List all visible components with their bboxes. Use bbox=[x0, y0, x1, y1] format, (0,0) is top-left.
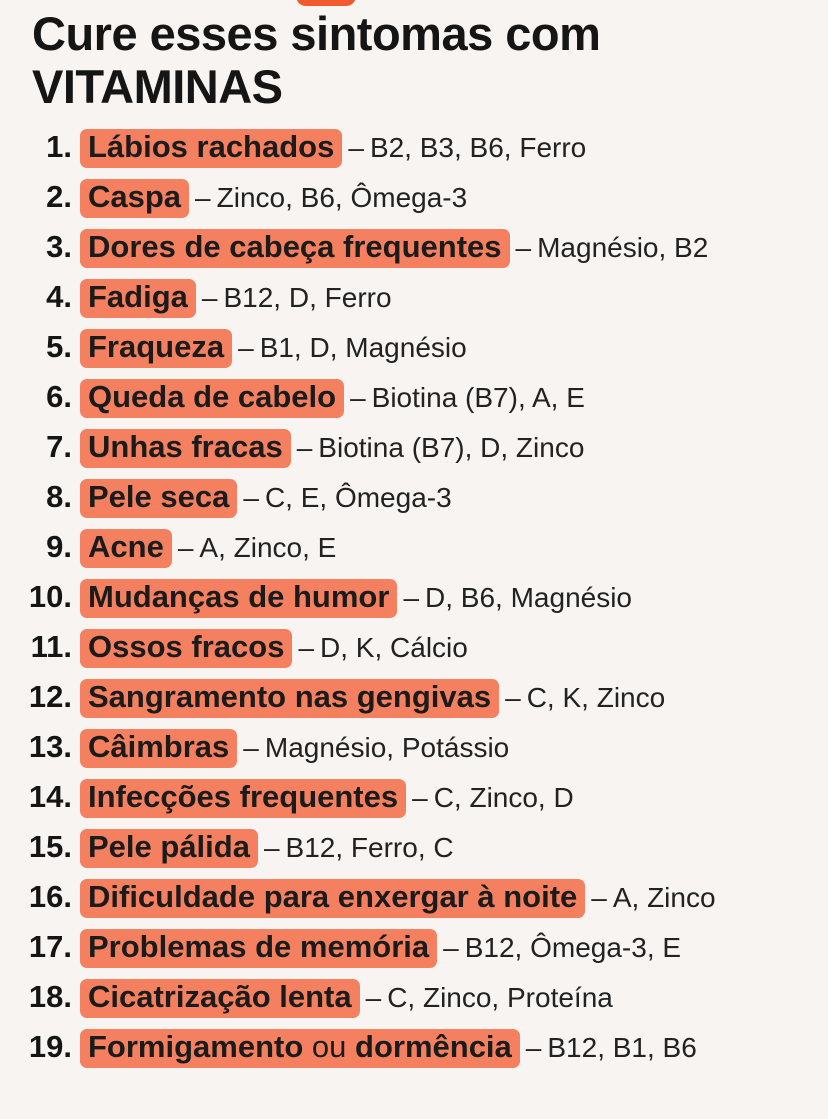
vitamin-list: B2, B3, B6, Ferro bbox=[369, 132, 587, 164]
separator-dash: – bbox=[443, 932, 459, 964]
list-item bbox=[20, 379, 814, 429]
list-item bbox=[20, 679, 814, 729]
symptom-highlight: Problemas de memória bbox=[80, 929, 437, 968]
separator-dash: – bbox=[525, 1032, 542, 1064]
list-item-number: 6. bbox=[46, 379, 72, 415]
separator-dash: – bbox=[243, 732, 259, 764]
list-item-number: 8. bbox=[46, 479, 72, 515]
list-item-number: 1. bbox=[46, 129, 72, 165]
vitamin-list: A, Zinco, E bbox=[199, 532, 337, 564]
separator-dash: – bbox=[591, 882, 607, 914]
vitamin-list: Magnésio, B2 bbox=[537, 232, 709, 264]
vitamin-list: C, K, Zinco bbox=[526, 682, 666, 714]
symptom-highlight: Fadiga bbox=[80, 279, 196, 318]
list-item bbox=[20, 1029, 814, 1079]
list-item bbox=[20, 729, 814, 779]
title-line-2: VITAMINAS bbox=[32, 59, 283, 113]
list-item bbox=[20, 929, 814, 979]
list-item-number: 14. bbox=[28, 779, 72, 815]
list-item bbox=[20, 229, 814, 279]
separator-dash: – bbox=[403, 582, 420, 614]
vitamin-list: D, K, Cálcio bbox=[320, 632, 468, 664]
symptom-highlight: Caspa bbox=[80, 179, 189, 218]
symptom-highlight: Infecções frequentes bbox=[80, 779, 406, 818]
top-notch-decoration bbox=[296, 0, 356, 6]
list-item-number: 10. bbox=[28, 579, 72, 615]
list-item bbox=[20, 829, 814, 879]
separator-dash: – bbox=[238, 332, 254, 364]
symptom-highlight: Queda de cabelo bbox=[80, 379, 344, 418]
symptom-highlight: Lábios rachados bbox=[80, 129, 342, 168]
separator-dash: – bbox=[348, 132, 364, 164]
list-item bbox=[20, 979, 814, 1029]
list-item bbox=[20, 879, 814, 929]
list-item-number: 15. bbox=[28, 829, 72, 865]
separator-dash: – bbox=[412, 782, 428, 814]
vitamin-list: C, Zinco, D bbox=[433, 782, 574, 814]
vitamin-list: C, E, Ômega-3 bbox=[264, 482, 452, 514]
list-item-number: 7. bbox=[46, 429, 72, 465]
list-item bbox=[20, 279, 814, 329]
separator-dash: – bbox=[296, 432, 313, 464]
symptom-highlight: Pele pálida bbox=[80, 829, 258, 868]
list-item-number: 17. bbox=[28, 929, 72, 965]
list-item bbox=[20, 429, 814, 479]
page-title bbox=[14, 0, 814, 113]
list-item-number: 4. bbox=[46, 279, 72, 315]
list-item bbox=[20, 529, 814, 579]
separator-dash: – bbox=[201, 282, 218, 314]
symptom-highlight: Mudanças de humor bbox=[80, 579, 397, 618]
symptom-highlight: Dores de cabeça frequentes bbox=[80, 229, 510, 268]
list-item bbox=[20, 179, 814, 229]
vitamin-list: B1, D, Magnésio bbox=[259, 332, 467, 364]
list-item bbox=[20, 779, 814, 829]
symptom-highlight: Fraqueza bbox=[80, 329, 232, 368]
list-item-number: 5. bbox=[46, 329, 72, 365]
separator-dash: – bbox=[298, 632, 315, 664]
symptom-highlight: Dificuldade para enxergar à noite bbox=[80, 879, 585, 918]
vitamin-list: B12, Ferro, C bbox=[285, 832, 454, 864]
separator-dash: – bbox=[243, 482, 259, 514]
symptom-highlight: Câimbras bbox=[80, 729, 237, 768]
vitamin-list: A, Zinco bbox=[612, 882, 716, 914]
list-item bbox=[20, 329, 814, 379]
vitamin-list: D, B6, Magnésio bbox=[425, 582, 633, 614]
list-item-number: 9. bbox=[46, 529, 72, 565]
list-item-number: 18. bbox=[28, 979, 72, 1015]
list-item-number: 19. bbox=[28, 1029, 72, 1065]
list-item-number: 12. bbox=[28, 679, 72, 715]
separator-dash: – bbox=[350, 382, 366, 414]
separator-dash: – bbox=[365, 982, 382, 1014]
vitamin-list: Biotina (B7), A, E bbox=[371, 382, 585, 414]
symptom-highlight: Formigamento ou dormência bbox=[80, 1029, 520, 1068]
separator-dash: – bbox=[177, 532, 194, 564]
list-item-number: 2. bbox=[46, 179, 72, 215]
vitamin-list: B12, Ômega-3, E bbox=[464, 932, 682, 964]
vitamin-list: B12, B1, B6 bbox=[547, 1032, 697, 1064]
separator-dash: – bbox=[505, 682, 521, 714]
symptom-highlight: Acne bbox=[80, 529, 172, 568]
list-item-number: 11. bbox=[30, 629, 72, 665]
symptom-highlight: Ossos fracos bbox=[80, 629, 292, 668]
symptom-highlight: Pele seca bbox=[80, 479, 237, 518]
vitamin-list: Magnésio, Potássio bbox=[264, 732, 510, 764]
separator-dash: – bbox=[263, 832, 280, 864]
list-item bbox=[20, 479, 814, 529]
list-item bbox=[20, 129, 814, 179]
symptom-list bbox=[14, 129, 814, 1079]
symptom-highlight: Cicatrização lenta bbox=[80, 979, 360, 1018]
vitamin-list: Zinco, B6, Ômega-3 bbox=[216, 182, 468, 214]
title-line-1: Cure esses sintomas com bbox=[32, 7, 601, 60]
vitamin-list: Biotina (B7), D, Zinco bbox=[318, 432, 585, 464]
list-item-number: 16. bbox=[28, 879, 72, 915]
list-item-number: 13. bbox=[28, 729, 72, 765]
list-item-number: 3. bbox=[46, 229, 72, 265]
separator-dash: – bbox=[195, 182, 211, 214]
list-item bbox=[20, 579, 814, 629]
vitamin-list: B12, D, Ferro bbox=[223, 282, 392, 314]
symptom-highlight: Sangramento nas gengivas bbox=[80, 679, 499, 718]
separator-dash: – bbox=[515, 232, 532, 264]
vitamin-list: C, Zinco, Proteína bbox=[387, 982, 613, 1014]
symptom-highlight: Unhas fracas bbox=[80, 429, 291, 468]
list-item bbox=[20, 629, 814, 679]
